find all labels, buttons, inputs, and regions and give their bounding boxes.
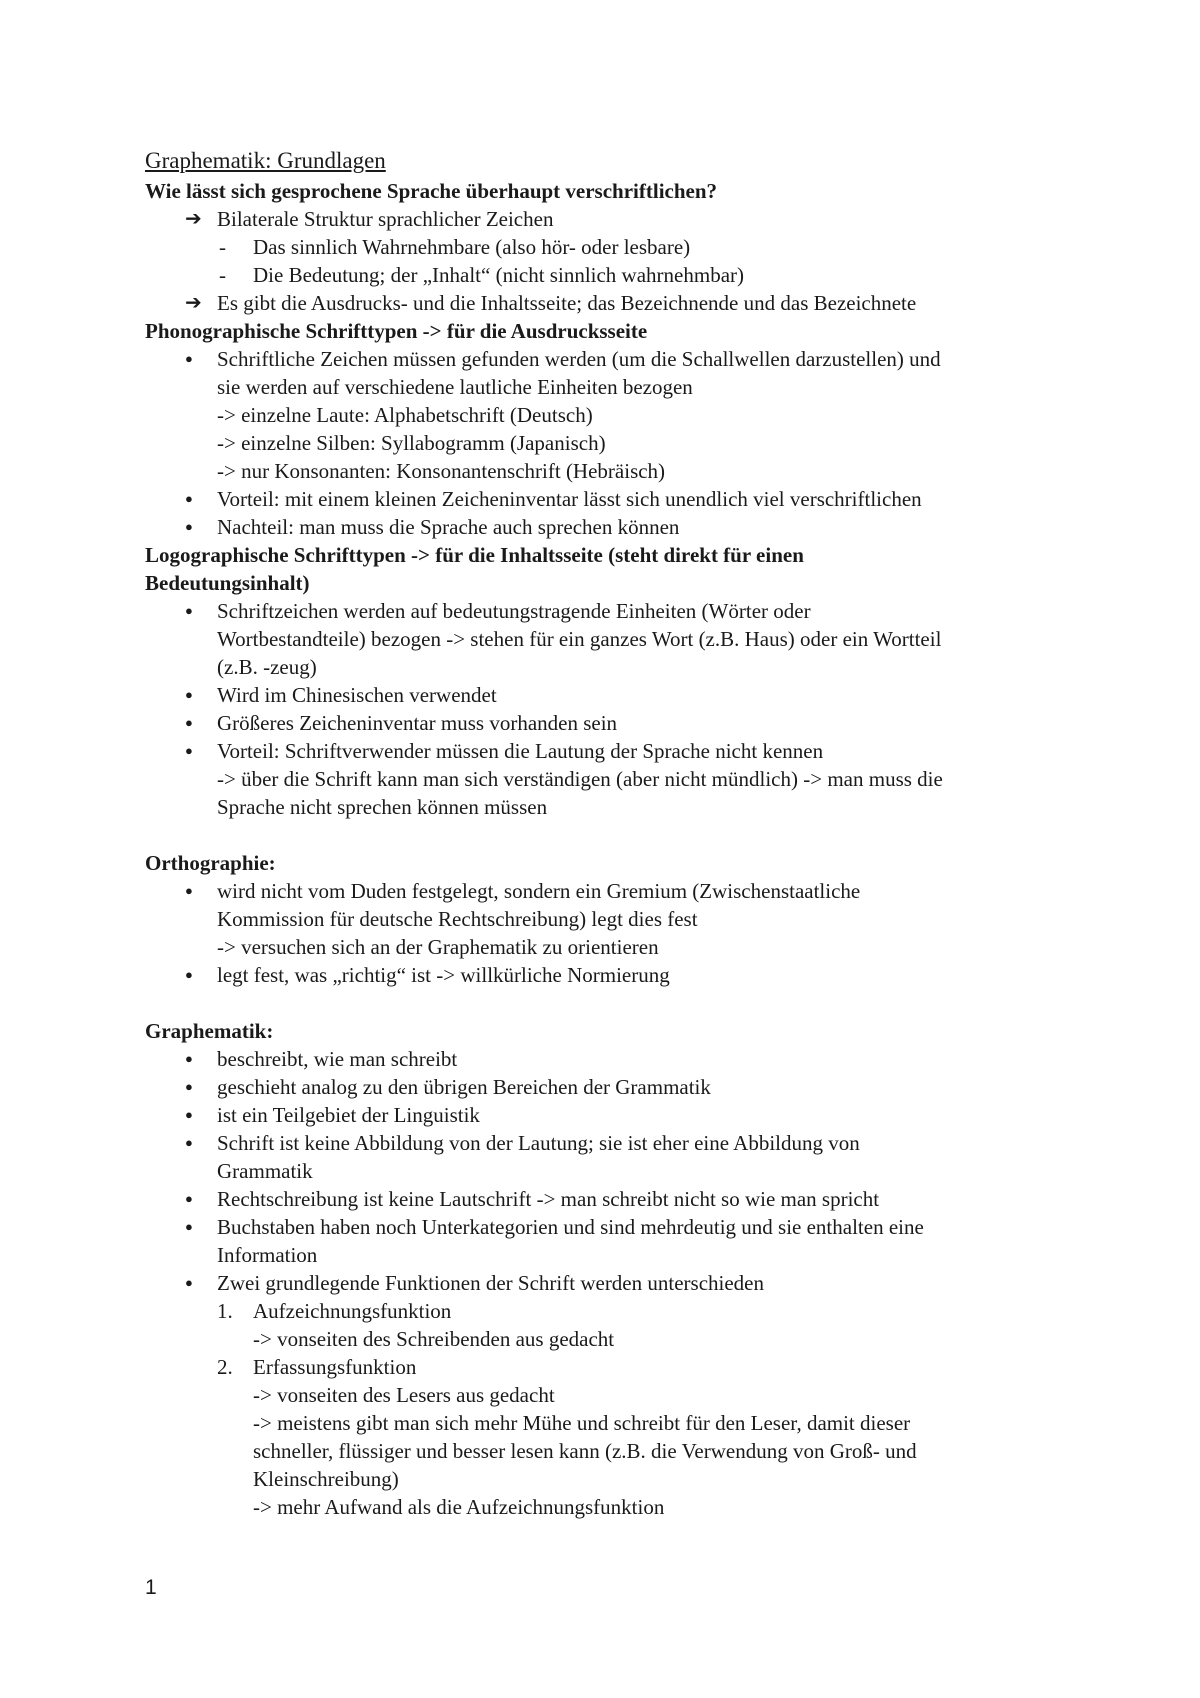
section-heading-logographic: Logographische Schrifttypen -> für die Inhaltsseite (steht direkt für einen	[145, 543, 804, 567]
bullet-icon: ●	[185, 1107, 193, 1122]
bullet-continuation: -> einzelne Laute: Alphabetschrift (Deutsch)	[217, 403, 593, 427]
dash-item	[145, 261, 1065, 289]
bullet-icon: ●	[185, 519, 193, 534]
bullet-continuation: (z.B. -zeug)	[217, 655, 317, 679]
bullet-item	[145, 1045, 1065, 1073]
numbered-continuation: -> mehr Aufwand als die Aufzeichnungsfunktion	[253, 1495, 665, 1519]
bullet-continuation: Kommission für deutsche Rechtschreibung) legt dies fest	[217, 907, 698, 931]
list-item-text: geschieht analog zu den übrigen Bereichen der Grammatik	[217, 1075, 711, 1099]
section-heading-graphematics: Graphematik:	[145, 1019, 274, 1043]
bullet-item	[145, 961, 1065, 989]
bullet-icon: ●	[185, 1275, 193, 1290]
bullet-continuation: Information	[217, 1243, 318, 1267]
list-item-text: Bilaterale Struktur sprachlicher Zeichen	[217, 207, 554, 231]
bullet-continuation: Grammatik	[217, 1159, 313, 1183]
numbered-continuation: -> vonseiten des Schreibenden aus gedacht	[253, 1327, 615, 1351]
bullet-continuation: -> nur Konsonanten: Konsonantenschrift (Hebräisch)	[217, 459, 666, 483]
list-item-text: Die Bedeutung; der „Inhalt“ (nicht sinnlich wahrnehmbar)	[253, 263, 744, 287]
bullet-continuation: -> einzelne Silben: Syllabogramm (Japanisch)	[217, 431, 606, 455]
numbered-continuation: schneller, flüssiger und besser lesen kann (z.B. die Verwendung von Groß- und	[253, 1439, 917, 1463]
number-marker: 1.	[217, 1299, 233, 1323]
list-item-text: Nachteil: man muss die Sprache auch sprechen können	[217, 515, 680, 539]
dash-marker: -	[219, 235, 226, 259]
list-item-text: Schriftzeichen werden auf bedeutungstragende Einheiten (Wörter oder	[217, 599, 811, 623]
bullet-icon: ●	[185, 687, 193, 702]
section-heading-logographic-cont: Bedeutungsinhalt)	[145, 571, 310, 595]
list-item-text: Aufzeichnungsfunktion	[253, 1299, 452, 1323]
list-item-text: wird nicht vom Duden festgelegt, sondern ein Gremium (Zwischenstaatliche	[217, 879, 861, 903]
list-item-text: Es gibt die Ausdrucks- und die Inhaltsseite; das Bezeichnende und das Bezeichnete	[217, 291, 917, 315]
list-item-text: Das sinnlich Wahrnehmbare (also hör- oder lesbare)	[253, 235, 691, 259]
bullet-continuation: Wortbestandteile) bezogen -> stehen für ein ganzes Wort (z.B. Haus) oder ein Wortteil	[217, 627, 942, 651]
bullet-item	[145, 1101, 1065, 1129]
dash-item	[145, 233, 1065, 261]
numbered-continuation: Kleinschreibung)	[253, 1467, 399, 1491]
list-item-text: Wird im Chinesischen verwendet	[217, 683, 497, 707]
section-question: Wie lässt sich gesprochene Sprache überhaupt verschriftlichen?	[145, 179, 718, 203]
blank-line	[145, 989, 1065, 1017]
list-item-text: legt fest, was „richtig“ ist -> willkürliche Normierung	[217, 963, 670, 987]
bullet-continuation: -> versuchen sich an der Graphematik zu orientieren	[217, 935, 659, 959]
bullet-icon: ●	[185, 1079, 193, 1094]
bullet-icon: ●	[185, 883, 193, 898]
list-item-text: Rechtschreibung ist keine Lautschrift -> man schreibt nicht so wie man spricht	[217, 1187, 880, 1211]
blank-line	[145, 821, 1065, 849]
bullet-item	[145, 1129, 1065, 1157]
bullet-continuation: Sprache nicht sprechen können müssen	[217, 795, 548, 819]
numbered-continuation: -> vonseiten des Lesers aus gedacht	[253, 1383, 555, 1407]
bullet-item	[145, 1213, 1065, 1241]
list-item-text: Größeres Zeicheninventar muss vorhanden sein	[217, 711, 618, 735]
list-item-text: Buchstaben haben noch Unterkategorien und sind mehrdeutig und sie enthalten eine	[217, 1215, 924, 1239]
bullet-continuation: -> über die Schrift kann man sich verständigen (aber nicht mündlich) -> man muss die	[217, 767, 943, 791]
arrow-item	[145, 205, 1065, 233]
bullet-item	[145, 737, 1065, 765]
bullet-continuation: sie werden auf verschiedene lautliche Einheiten bezogen	[217, 375, 693, 399]
bullet-icon: ●	[185, 715, 193, 730]
arrow-item	[145, 289, 1065, 317]
bullet-item	[145, 485, 1065, 513]
arrow-icon: ➔	[185, 292, 202, 314]
bullet-item	[145, 1185, 1065, 1213]
bullet-icon: ●	[185, 1219, 193, 1234]
bullet-item	[145, 709, 1065, 737]
list-item-text: Schrift ist keine Abbildung von der Lautung; sie ist eher eine Abbildung von	[217, 1131, 860, 1155]
section-heading-orthography: Orthographie:	[145, 851, 276, 875]
bullet-icon: ●	[185, 967, 193, 982]
bullet-item	[145, 597, 1065, 625]
bullet-item	[145, 681, 1065, 709]
list-item-text: Vorteil: Schriftverwender müssen die Lautung der Sprache nicht kennen	[217, 739, 824, 763]
document-title: Graphematik: Grundlagen	[145, 148, 386, 173]
bullet-item	[145, 345, 1065, 373]
bullet-icon: ●	[185, 1191, 193, 1206]
numbered-item	[145, 1297, 1065, 1325]
list-item-text: Erfassungsfunktion	[253, 1355, 417, 1379]
bullet-icon: ●	[185, 351, 193, 366]
list-item-text: Vorteil: mit einem kleinen Zeicheninventar lässt sich unendlich viel verschriftlichen	[217, 487, 922, 511]
bullet-item	[145, 1073, 1065, 1101]
section-heading-phonographic: Phonographische Schrifttypen -> für die Ausdrucksseite	[145, 319, 648, 343]
bullet-icon: ●	[185, 603, 193, 618]
document-body	[145, 145, 1065, 1521]
bullet-icon: ●	[185, 1051, 193, 1066]
dash-marker: -	[219, 263, 226, 287]
numbered-item	[145, 1353, 1065, 1381]
arrow-icon: ➔	[185, 208, 202, 230]
list-item-text: Zwei grundlegende Funktionen der Schrift werden unterschieden	[217, 1271, 764, 1295]
list-item-text: Schriftliche Zeichen müssen gefunden werden (um die Schallwellen darzustellen) und	[217, 347, 941, 371]
bullet-item	[145, 877, 1065, 905]
bullet-icon: ●	[185, 1135, 193, 1150]
bullet-item	[145, 513, 1065, 541]
page-number: 1	[145, 1576, 157, 1599]
list-item-text: ist ein Teilgebiet der Linguistik	[217, 1103, 480, 1127]
bullet-icon: ●	[185, 743, 193, 758]
number-marker: 2.	[217, 1355, 233, 1379]
bullet-item	[145, 1269, 1065, 1297]
bullet-icon: ●	[185, 491, 193, 506]
list-item-text: beschreibt, wie man schreibt	[217, 1047, 458, 1071]
numbered-continuation: -> meistens gibt man sich mehr Mühe und schreibt für den Leser, damit dieser	[253, 1411, 911, 1435]
